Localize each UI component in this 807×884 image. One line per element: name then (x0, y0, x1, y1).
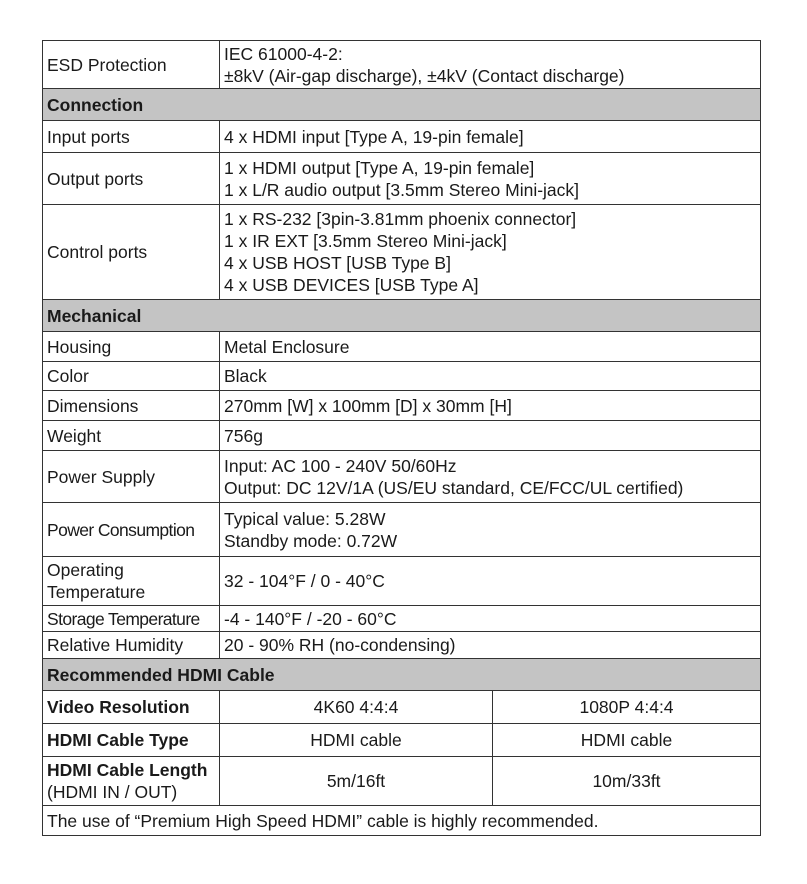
spec-value-line: Typical value: 5.28W (224, 508, 386, 529)
spec-value (220, 557, 761, 606)
spec-label: Storage Temperature (43, 606, 220, 632)
spec-label: Relative Humidity (43, 632, 220, 659)
spec-value-line: 1 x IR EXT [3.5mm Stereo Mini-jack] (224, 231, 507, 251)
spec-row-control-ports (43, 205, 761, 300)
spec-row-storage-temperature (43, 606, 761, 632)
spec-value-line: 1 x L/R audio output [3.5mm Stereo Mini-jack] (224, 179, 580, 200)
spec-value-line: Standby mode: 0.72W (224, 530, 398, 551)
spec-value-line: ±8kV (Air-gap discharge), ±4kV (Contact discharge) (224, 65, 625, 86)
spec-row-color (43, 362, 761, 391)
section-title: Connection (43, 89, 761, 121)
cable-note-row (43, 806, 761, 836)
spec-value-line: 4 x USB HOST [USB Type B] (224, 253, 451, 273)
section-header-recommended-hdmi-cable (43, 659, 761, 691)
spec-label: Power Supply (43, 451, 220, 503)
spec-value (220, 205, 761, 300)
spec-row-input-ports (43, 121, 761, 153)
cable-value-1080p: 1080P 4:4:4 (493, 691, 761, 724)
spec-value-line: 4 x HDMI input [Type A, 19-pin female] (224, 126, 524, 147)
spec-value-line: 32 - 104°F / 0 - 40°C (224, 571, 385, 591)
cable-row-label: Video Resolution (43, 691, 220, 724)
spec-row-output-ports (43, 153, 761, 205)
cable-row-label: HDMI Cable Type (43, 724, 220, 757)
spec-row-dimensions (43, 391, 761, 421)
spec-value-line: 1 x HDMI output [Type A, 19-pin female] (224, 157, 535, 178)
spec-row-power-consumption (43, 503, 761, 557)
cable-row-label-sub: (HDMI IN / OUT) (47, 782, 178, 802)
spec-label-line: Operating (47, 560, 124, 580)
section-title: Recommended HDMI Cable (43, 659, 761, 691)
spec-value-line: Output: DC 12V/1A (US/EU standard, CE/FCC/UL certified) (224, 477, 684, 498)
spec-value (220, 503, 761, 557)
spec-label-line: Temperature (47, 582, 146, 602)
spec-row-esd-protection (43, 41, 761, 89)
section-title: Mechanical (43, 300, 761, 332)
spec-value (220, 451, 761, 503)
spec-label (43, 557, 220, 606)
spec-value-line: 1 x RS-232 [3pin-3.81mm phoenix connector] (224, 209, 577, 229)
spec-value-line: Metal Enclosure (224, 336, 350, 357)
spec-value (220, 362, 761, 391)
spec-value-line: -4 - 140°F / -20 - 60°C (224, 608, 397, 629)
spec-value (220, 391, 761, 421)
spec-value-line: 756g (224, 425, 263, 446)
cable-value-4k60: 4K60 4:4:4 (220, 691, 493, 724)
cable-value-1080p: 10m/33ft (493, 757, 761, 806)
spec-value (220, 606, 761, 632)
section-header-mechanical (43, 300, 761, 332)
spec-value (220, 121, 761, 153)
spec-value-line: 270mm [W] x 100mm [D] x 30mm [H] (224, 395, 512, 416)
spec-label: Color (43, 362, 220, 391)
cable-value-4k60: 5m/16ft (220, 757, 493, 806)
cable-value-4k60: HDMI cable (220, 724, 493, 757)
spec-value-line: Input: AC 100 - 240V 50/60Hz (224, 455, 457, 476)
cable-row-label (43, 757, 220, 806)
spec-row-relative-humidity (43, 632, 761, 659)
spec-value-line: IEC 61000-4-2: (224, 43, 343, 64)
cable-row-video-resolution (43, 691, 761, 724)
spec-label: Output ports (43, 153, 220, 205)
spec-row-weight (43, 421, 761, 451)
cable-value-1080p: HDMI cable (493, 724, 761, 757)
cable-row-cable-length (43, 757, 761, 806)
spec-value-line: Black (224, 366, 267, 386)
cable-row-label-main: HDMI Cable Length (47, 760, 208, 780)
spec-label: Input ports (43, 121, 220, 153)
spec-value (220, 421, 761, 451)
spec-value (220, 632, 761, 659)
spec-value (220, 332, 761, 362)
cable-row-cable-type (43, 724, 761, 757)
spec-label: Power Consumption (43, 503, 220, 557)
spec-label: Weight (43, 421, 220, 451)
spec-row-housing (43, 332, 761, 362)
spec-value (220, 153, 761, 205)
spec-row-power-supply (43, 451, 761, 503)
spec-value-line: 4 x USB DEVICES [USB Type A] (224, 275, 479, 295)
spec-value (220, 41, 761, 89)
cable-note: The use of “Premium High Speed HDMI” cable is highly recommended. (43, 806, 761, 836)
spec-value-line: 20 - 90% RH (no-condensing) (224, 635, 456, 655)
section-header-connection (43, 89, 761, 121)
spec-row-operating-temperature (43, 557, 761, 606)
specifications-table (42, 40, 761, 836)
spec-label: Control ports (43, 205, 220, 300)
spec-label: ESD Protection (43, 41, 220, 89)
spec-label: Housing (43, 332, 220, 362)
spec-label: Dimensions (43, 391, 220, 421)
